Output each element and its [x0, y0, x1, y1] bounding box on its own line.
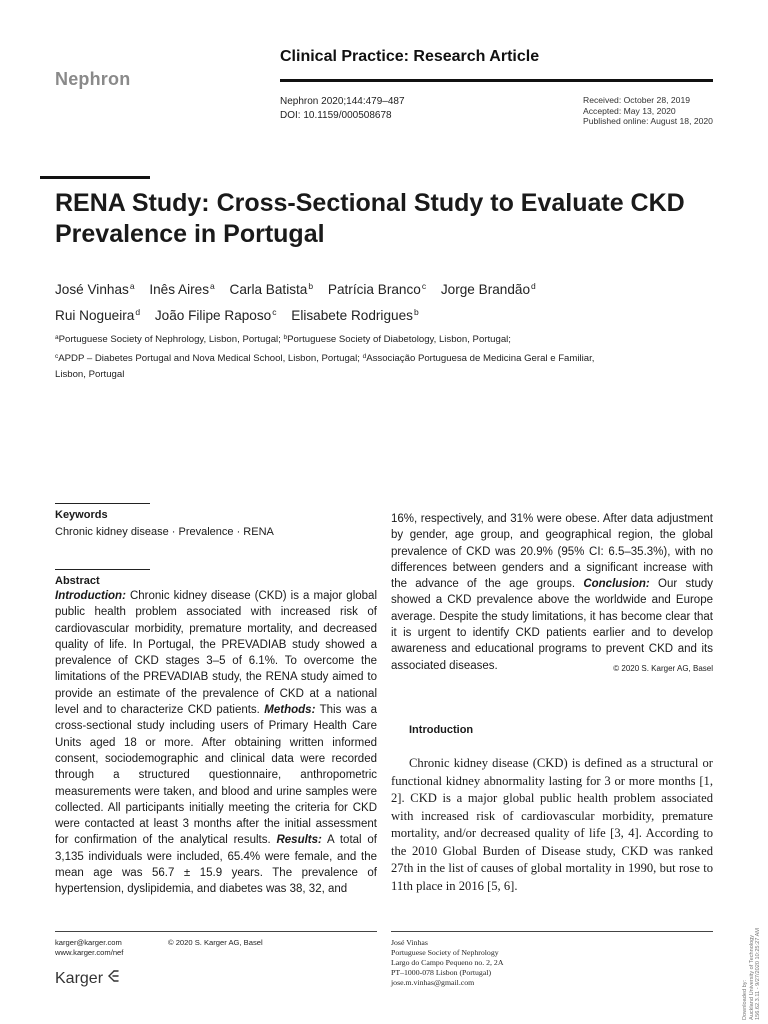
- correspondence-line: Largo do Campo Pequeno no. 2, 2A: [391, 958, 504, 967]
- affiliations: [55, 330, 615, 384]
- affiliation-mark: d: [362, 352, 367, 360]
- affiliation-text: Portuguese Society of Diabetology, Lisbon, Portugal;: [287, 334, 511, 345]
- affiliation-text: Associação Portuguesa de Medicina Geral e Familiar, Lisbon, Portugal: [55, 352, 595, 380]
- introduction-heading: Introduction: [409, 724, 474, 736]
- introduction-text: Chronic kidney disease (CKD) is defined as a structural or functional kidney abnormality lasting for 3 or more months [1, 2]. CKD is a major global public health problem associated with increased risk of cardiovascular morbidity, premature mortality, and/or decreased quality of life [3, 4]. According to the 2010 Global Burden of Disease study, CKD was ranked 27th in the list of causes of global mortality in 1990, but rose to 11th place in 2016 [5, 6].: [391, 756, 713, 893]
- footer-rule-left: [55, 931, 377, 932]
- footer-contact: [55, 938, 123, 958]
- keywords-heading: Keywords: [55, 509, 108, 521]
- correspondence-line: Portuguese Society of Nephrology: [391, 948, 499, 957]
- publisher-website[interactable]: www.karger.com/nef: [55, 948, 124, 957]
- affiliation-text: APDP – Diabetes Portugal and Nova Medical School, Lisbon, Portugal;: [58, 352, 363, 364]
- correspondence-line: José Vinhas: [391, 938, 428, 947]
- abstract-section-label: Introduction:: [55, 590, 126, 602]
- published-date: Published online: August 18, 2020: [583, 116, 713, 127]
- download-line: 156.62.3.11 - 9/27/2020 10:25:27 AM: [755, 928, 761, 1020]
- author-name[interactable]: Rui Nogueira$^d$: [55, 307, 141, 323]
- abstract-left-column: [55, 588, 377, 898]
- author-affiliation-mark: d: [531, 281, 536, 291]
- abstract-text: 16%, respectively, and 31% were obese. After data adjustment by gender, age group, and geographical region, the global prevalence of CKD was 20.9% (95% CI: 6.5–35.3%), with no differences between genders and a significant increase with the advance of the age groups.: [391, 513, 713, 591]
- correspondence-line: PT–1000-078 Lisbon (Portugal): [391, 968, 492, 977]
- article-dates: [583, 95, 713, 127]
- publisher-name: Karger: [55, 969, 104, 987]
- journal-citation: Nephron 2020;144:479–487: [280, 96, 405, 107]
- abstract-text: This was a cross-sectional study including users of Primary Health Care Units aged 18 or more. After obtaining written informed consent, sociodemographic and clinical data were recorded through a structured questionnaire, anthropometric measurements were taken, and blood and urine samples were collected. All participants initially meeting the criteria for CKD were contacted at least 3 months after the initial assessment for confirmation of the analytical results.: [55, 704, 378, 847]
- correspondence: [391, 938, 503, 988]
- affiliation-text: Portuguese Society of Nephrology, Lisbon, Portugal;: [58, 334, 284, 345]
- author-affiliation-mark: a: [129, 281, 135, 291]
- corresponding-email[interactable]: jose.m.vinhas@gmail.com: [391, 978, 475, 987]
- author-affiliation-mark: d: [135, 307, 141, 317]
- doi[interactable]: DOI: 10.1159/000508678: [280, 110, 392, 121]
- abstract-section-label: Conclusion:: [583, 578, 650, 591]
- author-affiliation-mark: a: [210, 281, 215, 291]
- abstract-text: A total of 3,135 individuals were included, 65.4% were female, and the mean age was 56.7 ± 15.9 years. The prevalence of hypertension, dyslipidemia, and diabetes was 38, 32, and: [55, 834, 377, 896]
- download-notice: [742, 928, 762, 1020]
- abstract-copyright: © 2020 S. Karger AG, Basel: [613, 663, 713, 673]
- abstract-heading: Abstract: [55, 575, 100, 587]
- author-name[interactable]: Patrícia Branco$^c$: [327, 281, 427, 297]
- abstract-section-label: Results:: [276, 834, 322, 847]
- footer-copyright: © 2020 S. Karger AG, Basel: [168, 938, 263, 947]
- author-affiliation-mark: b: [308, 281, 314, 291]
- received-date: Received: October 28, 2019: [583, 95, 691, 105]
- download-line: Auckland University of Technology: [748, 934, 755, 1020]
- keywords-text: Chronic kidney disease · Prevalence · RENA: [55, 526, 274, 538]
- affiliation-mark: c: [55, 352, 59, 360]
- title-rule: [40, 176, 150, 179]
- article-title: RENA Study: Cross-Sectional Study to Evaluate CKD Prevalence in Portugal: [55, 189, 685, 248]
- author-affiliation-mark: b: [413, 307, 419, 317]
- abstract-right-column: [391, 511, 713, 677]
- accepted-date: Accepted: May 13, 2020: [583, 105, 676, 116]
- abstract-rule: [55, 569, 150, 570]
- footer-rule-right: [391, 931, 713, 932]
- author-list: [55, 275, 695, 327]
- affiliation-mark: a: [55, 334, 59, 341]
- author-name[interactable]: João Filipe Raposo$^c$: [154, 307, 277, 323]
- publisher-email[interactable]: karger@karger.com: [55, 938, 122, 947]
- author-name[interactable]: José Vinhas$^a$: [55, 281, 135, 297]
- author-name[interactable]: Carla Batista$^b$: [229, 281, 314, 297]
- affiliation-mark: b: [283, 334, 288, 341]
- author-name[interactable]: Elisabete Rodrigues$^b$: [291, 307, 419, 323]
- journal-name: Nephron: [55, 69, 131, 89]
- article-section: Clinical Practice: Research Article: [280, 48, 540, 65]
- author-affiliation-mark: c: [421, 281, 427, 291]
- abstract-text: Chronic kidney disease (CKD) is a major global public health problem associated with increased risk of cardiovascular morbidity, premature mortality, and decreased quality of life. In Portugal, the PREVADIAB study showed a prevalence of CKD stages 3–5 of 6.1%. To overcome the limitations of the PREVADIAB study, the RENA study aimed to provide an estimate of the prevalence of CKD at a national level and to characterize CKD patients.: [55, 590, 377, 717]
- author-name[interactable]: Inês Aires$^a$: [149, 281, 215, 297]
- author-name[interactable]: Jorge Brandão$^d$: [440, 281, 536, 297]
- keywords-rule: [55, 503, 150, 504]
- publisher-logo: [55, 968, 121, 989]
- abstract-text: Our study showed a CKD prevalence above the worldwide and Europe average. Despite the study limitations, it has become clear that it is urgent to identify CKD patients earlier and to develop awareness and educational programs to prevent CKD and its associated diseases.: [391, 578, 713, 672]
- abstract-section-label: Methods:: [264, 704, 316, 717]
- citation-block: [280, 95, 405, 123]
- author-affiliation-mark: c: [272, 307, 277, 317]
- karger-logo-icon: [105, 968, 121, 989]
- header-rule: [280, 79, 713, 82]
- download-line: Downloaded by:: [742, 979, 748, 1020]
